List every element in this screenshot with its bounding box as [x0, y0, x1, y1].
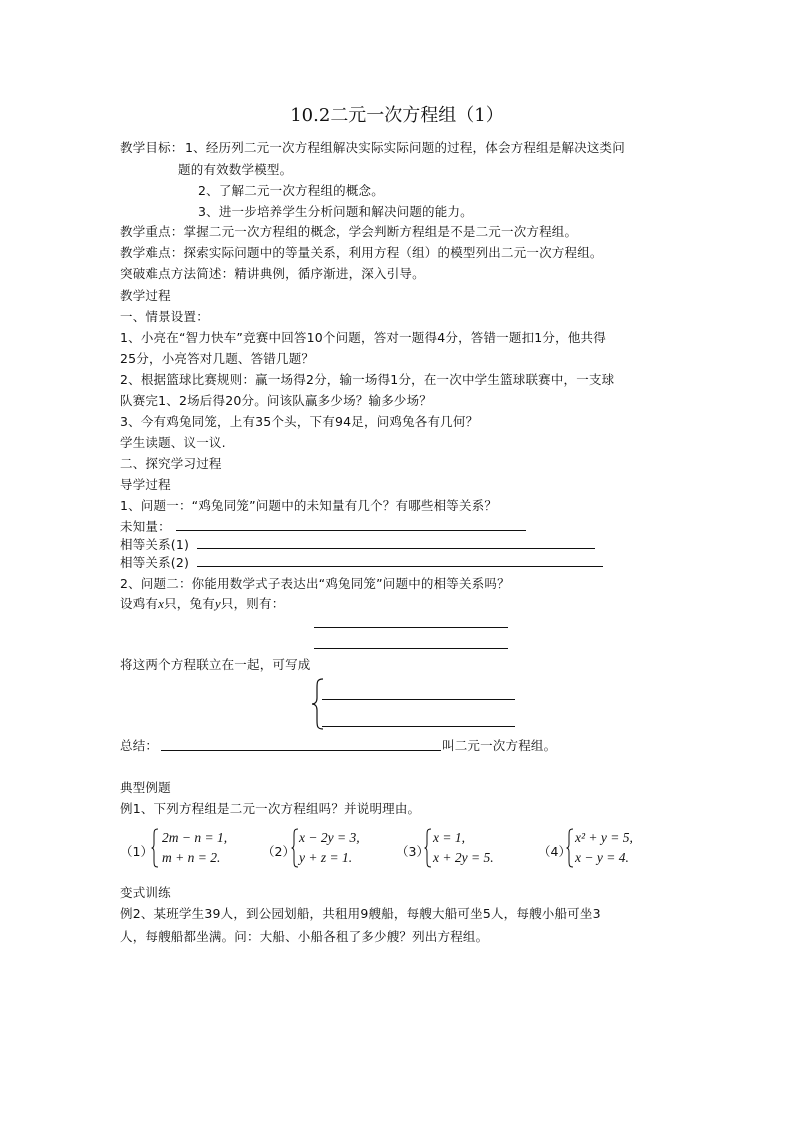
page-title: 10.2二元一次方程组（1） — [290, 105, 504, 126]
set-variables-a: 设鸡有 — [120, 596, 159, 611]
summary-tail: 叫二元一次方程组。 — [442, 738, 557, 753]
objective-2: 2、了解二元一次方程组的概念。 — [198, 183, 384, 198]
system-1-label: （1） — [120, 844, 153, 859]
system-3-eq-2: x + 2y = 5. — [433, 850, 494, 865]
relation-1-blank[interactable] — [197, 548, 595, 549]
left-brace-icon — [311, 678, 325, 730]
question-2-line-1: 2、根据篮球比赛规则：赢一场得2分，输一场得1分，在一次中学生篮球联赛中，一支球 — [120, 372, 615, 387]
system-4-brace-icon — [566, 828, 574, 868]
relation-2-label: 相等关系(2) — [120, 555, 190, 570]
system-2-eq-1: x − 2y = 3, — [299, 830, 360, 845]
objective-3: 3、进一步培养学生分析问题和解决问题的能力。 — [198, 204, 473, 219]
guide-heading: 导学过程 — [120, 477, 171, 492]
system-2-label: （2） — [262, 844, 295, 859]
question-1-line-1: 1、小亮在“智力快车”竞赛中回答10个问题，答对一题得4分，答错一题扣1分，他共得 — [120, 330, 606, 345]
discuss-note: 学生读题、议一议. — [120, 435, 226, 450]
set-variables-b: 只，兔有 — [164, 596, 215, 611]
examples-heading: 典型例题 — [120, 780, 171, 795]
summary-blank[interactable] — [161, 750, 441, 751]
system-blank-1[interactable] — [322, 699, 515, 700]
objective-1-line-2: 题的有效数学模型。 — [178, 162, 293, 177]
system-1-eq-2: m + n = 2. — [162, 850, 221, 865]
set-variables — [120, 595, 284, 612]
system-1-brace-icon — [151, 828, 159, 868]
difficulties: 教学难点：探索实际问题中的等量关系，利用方程（组）的模型列出二元一次方程组。 — [120, 245, 603, 260]
system-2-eq-2: y + z = 1. — [299, 850, 353, 865]
question-2-line-2: 队赛完1、2场后得20分。问该队赢多少场？输多少场？ — [120, 393, 433, 408]
system-2-brace-icon — [291, 828, 299, 868]
objectives-label: 教学目标： — [120, 140, 184, 155]
problem-2: 2、问题二：你能用数学式子表达出“鸡兔同笼”问题中的相等关系吗？ — [120, 576, 510, 591]
section1-heading: 一、情景设置： — [120, 309, 209, 324]
objective-1-line-1: 1、经历列二元一次方程组解决实际实际问题的过程，体会方程组是解决这类问 — [185, 140, 625, 155]
equation-blank-2[interactable] — [314, 648, 508, 649]
problem-1: 1、问题一：“鸡兔同笼”问题中的未知量有几个？有哪些相等关系？ — [120, 498, 498, 513]
process-heading: 教学过程 — [120, 288, 171, 303]
system-4-label: （4） — [538, 844, 571, 859]
var-x: x — [158, 596, 165, 611]
system-blank-2[interactable] — [322, 726, 515, 727]
combine-text: 将这两个方程联立在一起，可写成 — [120, 657, 311, 672]
system-4-eq-2: x − y = 4. — [575, 850, 629, 865]
summary-label: 总结： — [120, 738, 159, 753]
example-2-line-1: 例2、某班学生39人，到公园划船，共租用9艘船，每艘大船可坐5人，每艘小船可坐3 — [120, 906, 601, 921]
section2-heading: 二、探究学习过程 — [120, 456, 222, 471]
question-3: 3、今有鸡兔同笼，上有35个头，下有94足，问鸡兔各有几何？ — [120, 414, 479, 429]
var-y: y — [214, 596, 221, 611]
relation-1-label: 相等关系(1) — [120, 537, 190, 552]
example-1: 例1、下列方程组是二元一次方程组吗？并说明理由。 — [120, 801, 421, 816]
relation-2-blank[interactable] — [197, 566, 603, 567]
unknown-label: 未知量： — [120, 519, 171, 534]
system-1-eq-1: 2m − n = 1, — [162, 830, 228, 845]
equation-blank-1[interactable] — [314, 627, 508, 628]
set-variables-c: 只，则有： — [220, 596, 285, 611]
system-3-eq-1: x = 1, — [433, 830, 465, 845]
method-summary: 突破难点方法简述：精讲典例，循序渐进，深入引导。 — [120, 266, 425, 281]
variant-heading: 变式训练 — [120, 885, 171, 900]
example-2-line-2: 人，每艘船都坐满。问：大船、小船各租了多少艘？列出方程组。 — [120, 929, 489, 944]
question-1-line-2: 25分，小亮答对几题、答错几题？ — [120, 351, 315, 366]
key-points: 教学重点：掌握二元一次方程组的概念，学会判断方程组是不是二元一次方程组。 — [120, 224, 578, 239]
system-3-label: （3） — [396, 844, 429, 859]
unknown-blank[interactable] — [176, 530, 526, 531]
system-3-brace-icon — [424, 828, 432, 868]
system-4-eq-1: x² + y = 5, — [575, 830, 633, 845]
